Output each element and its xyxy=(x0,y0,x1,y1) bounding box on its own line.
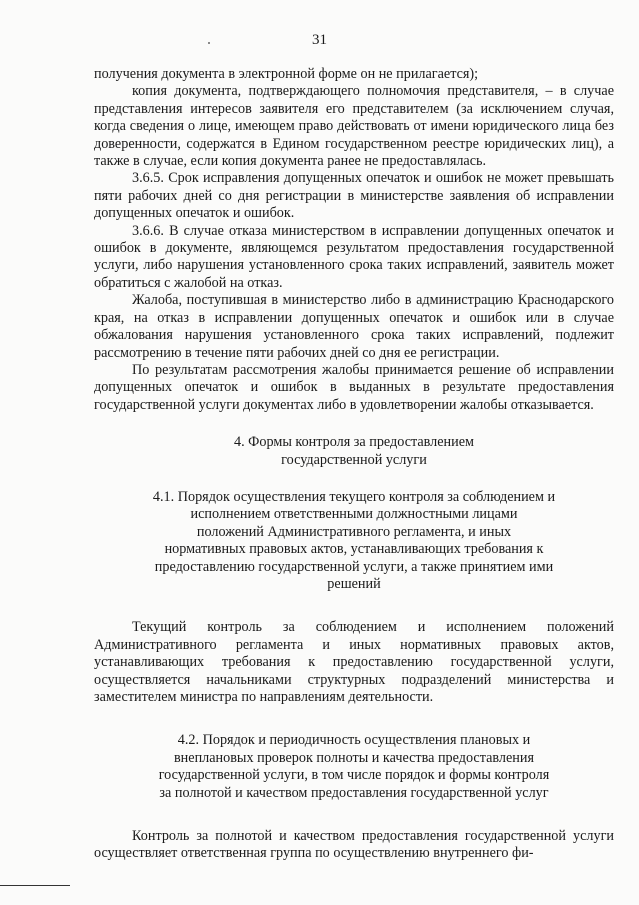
paragraph: 3.6.5. Срок исправления допущенных опечаток и ошибок не может превышать пяти рабочих дней со дня регистрации в министерстве заявления об исправлении допущенных опечаток и ошибок. xyxy=(94,170,614,222)
heading-line: нормативных правовых актов, устанавливающих требования к xyxy=(164,541,544,558)
footnote-separator xyxy=(0,885,70,886)
paragraph: Контроль за полнотой и качеством предоставления государственной услуги осуществляет ответственная группа по осуществлению внутреннего фи- xyxy=(94,828,614,862)
heading-line: государственной услуги, в том числе порядок и формы контроля xyxy=(158,767,550,784)
heading-line: 4. Формы контроля за предоставлением xyxy=(233,434,475,451)
spacer xyxy=(94,593,614,619)
heading-line: 4.1. Порядок осуществления текущего контроля за соблюдением и xyxy=(152,488,556,505)
paragraph: Текущий контроль за соблюдением и исполнением положений Административного регламента и иных нормативных правовых актов, устанавливающих требования к предоставлению государственной услуги, осуществляется начальниками структурных подразделений министерства и заместителем министра по направлениям деятельности. xyxy=(94,619,614,705)
spacer xyxy=(94,706,614,732)
paragraph: получения документа в электронной форме он не прилагается); xyxy=(94,66,479,82)
heading-line: положений Административного регламента, и иных xyxy=(196,523,512,540)
paragraph: копия документа, подтверждающего полномочия представителя, – в случае представления интересов заявителя его представителем (за исключением случая, когда сведения о лице, имеющем право действовать от имени юридического лица без доверенности, содержатся в Едином государственном реестре юридических лиц), а также в случае, если копия документа ранее не предоставлялась. xyxy=(94,83,614,170)
section-heading xyxy=(94,434,614,469)
section-heading xyxy=(94,732,614,802)
spacer xyxy=(94,414,614,434)
paragraph: Жалоба, поступившая в министерство либо в администрацию Краснодарского края, на отказ в исправлении допущенных опечаток и ошибок или в случае обжалования нарушения установленного срока таких исправлений, подлежит рассмотрению в течение пяти рабочих дней со дня ее регистрации. xyxy=(94,292,614,361)
paragraph: По результатам рассмотрения жалобы принимается решение об исправлении допущенных опечаток и ошибок в выданных в результате предоставления государственной услуги документах либо в удовлетворении жалобы отказывается. xyxy=(94,361,614,413)
heading-line: исполнением ответственными должностными лицами xyxy=(190,506,518,523)
page-number: 31 xyxy=(312,32,327,48)
section-heading xyxy=(94,489,614,593)
spacer xyxy=(94,802,614,828)
heading-line: решений xyxy=(327,575,381,592)
paragraph: 3.6.6. В случае отказа министерством в исправлении допущенных опечаток и ошибок в документе, являющемся результатом предоставления государственной услуги, либо нарушения установленного срока таких исправлений, заявитель может обратиться с жалобой на отказ. xyxy=(94,222,614,291)
document-body xyxy=(94,66,614,863)
heading-line: государственной услуги xyxy=(281,451,427,468)
spacer xyxy=(94,469,614,489)
heading-line: за полнотой и качеством предоставления государственной услуг xyxy=(159,784,549,801)
heading-line: предоставлению государственной услуги, а также принятием ими xyxy=(154,558,554,575)
heading-line: 4.2. Порядок и периодичность осуществления плановых и xyxy=(177,732,531,749)
heading-line: внеплановых проверок полноты и качества предоставления xyxy=(173,749,534,766)
